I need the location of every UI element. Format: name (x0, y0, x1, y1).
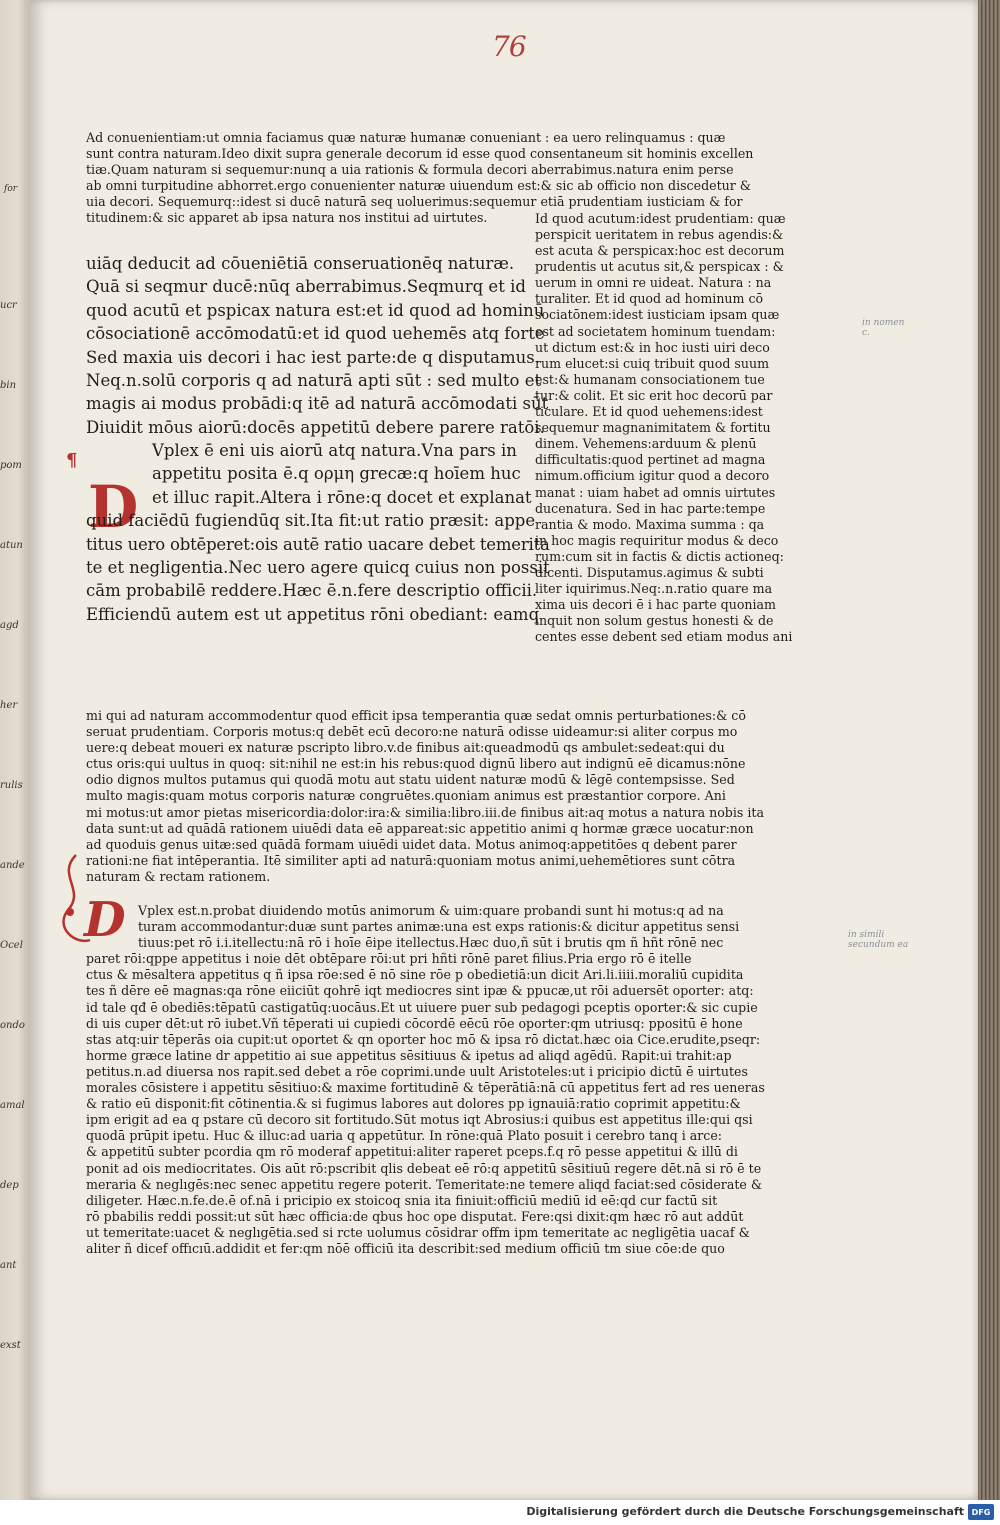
facing-page-fragment: ande (0, 860, 25, 871)
initial-letter-d: D (88, 473, 139, 541)
commentary-line-idquod: Id quod acutum:idest prudentiam: quæ (535, 210, 786, 226)
facing-page-fragment: amal (0, 1100, 25, 1111)
text-line: morales cōsistere i appetitu sēsitiuo:& maxime fortitudinē & tēperātiā:nā cū appetitus fert ad res ueneras (86, 1080, 765, 1096)
text-line: quid faciēdū fugiendūq sit.Ita fit:ut ratio præsit: appe (86, 511, 536, 531)
text-line: Ad conuenientiam:ut omnia faciamus quæ naturæ humanæ conueniant : ea uero relinquamus : quæ (86, 130, 726, 145)
main-text-column-1 (86, 252, 550, 439)
text-line: id tale qđ ē obediēs:tēpatū castigatūq:uocāus.Et ut uiuere puer sub pedagogi pceptis oporter:& sic cupie (86, 999, 758, 1015)
text-line: sociatōnem:idest iusticiam ipsam quæ (535, 307, 780, 323)
text-line: & ratio eū disponit:fit cōtinentia.& si fugimus labores aut dolores pp ignauiā:ratio coprimit appetitu:& (86, 1096, 741, 1112)
text-line: Sed maxia uis decori i hac iest parte:de q disputamus. (86, 347, 540, 367)
text-line: inquit non solum gestus honesti & de (535, 613, 774, 629)
margin-note-right: in simili secundum ea (848, 930, 909, 950)
text-line: manat : uiam habet ad omnis uirtutes (535, 484, 776, 500)
text-line: ut temeritate:uacet & neglıgētia.sed si rcte uolumus cōsidrar offm ipm temeritate ac negligētia uacaf & (86, 1224, 750, 1240)
text-line: Vplex est.n.probat diuidendo motūs animorum & uim:quare probandi sunt hi motus:q ad na (138, 903, 724, 918)
facing-page-fragment: rulis (0, 780, 23, 791)
text-line: ut dictum est:& in hoc iusti uiri deco (535, 339, 770, 355)
text-line: ab omni turpitudine abhorret.ergo conuenienter naturæ uiuendum est:& sic ab officio non discedetur & (86, 178, 751, 194)
text-line: tes ñ dēre eē magnas:qa rōne eiiciūt qohrē iqt mediocres sint ipæ & ppucæ,ut rōi aduersēt oporter: atq: (86, 983, 754, 999)
text-line: turaliter. Et id quod ad hominum cō (535, 291, 764, 307)
text-line: quodā prūpit ipetu. Huc & illuc:ad uaria q appetūtur. In rōne:quā Plato posuit i cerebro tanq i arce: (86, 1128, 723, 1144)
text-line: uerum in omni re uideat. Natura : na (535, 275, 772, 291)
text-line: rō pbabilis reddi possit:ut sūt hæc officia:de qbus hoc ope disputat. Fere:qsi dixit:qm hæc rō aut addūt (86, 1208, 744, 1224)
funding-notice: Digitalisierung gefördert durch die Deutsche Forschungsgemeinschaft (526, 1505, 964, 1518)
text-line: rantia & modo. Maxima summa : qa (535, 516, 765, 532)
text-line: naturam & rectam rationem. (86, 868, 271, 884)
text-line: meraria & neglıgēs:nec senec appetitu regere poterit. Temeritate:ne temere aliqd faciat:sed cōsiderate & (86, 1176, 763, 1192)
text-line: quod acutū et pspicax natura est:et id quod ad hominū (86, 300, 545, 320)
text-line: rum elucet:si cuiq tribuit quod suum (535, 355, 770, 371)
text-line: Efficiendū autem est ut appetitus rōni obediant: eamq (86, 604, 540, 624)
text-line: uiāq deducit ad cōueniētiā conseruationēq naturæ. (86, 254, 515, 273)
text-line: ctus & mēsaltera appetitus q ñ ipsa rōe:sed ē nō sine rōe p obedietiā:un dicit Ari.li.iiii.moraliū cupidita (86, 967, 744, 983)
text-line: centes esse debent sed etiam modus ani (535, 629, 793, 645)
text-line: et illuc rapit.Altera i rōne:q docet et explanat (152, 487, 532, 507)
manuscript-page (30, 0, 978, 1500)
commentary-block-bottom (86, 903, 876, 1257)
text-line: magis ai modus probādi:q itē ad naturā accōmodati sūt (86, 394, 549, 414)
facing-page-edge (0, 0, 32, 1500)
text-line: in hoc magis requiritur modus & deco (535, 532, 779, 548)
text-line: sunt contra naturam.Ideo dixit supra generale decorum id esse quod consentaneum sit hominis excellen (86, 146, 754, 162)
text-line: mi motus:ut amor pietas misericordia:dolor:ira:& similia:libro.iii.de finibus ait:aq motus a natura nobis ita (86, 804, 764, 820)
facing-page-fragment: ant (0, 1260, 17, 1271)
text-line: stas atq:uir tēperās oia cupit:ut oportet & qn oporter hoc mō & ipsa rō dictat.hæc oia Cice.erudite,pseqr: (86, 1031, 761, 1047)
text-line: aliter ñ dicef offıcıū.addidit et fer:qm nōē officiū ita describit:sed medium officiū tm siue cōe:de quo (86, 1240, 725, 1256)
margin-note-left: for (4, 184, 18, 194)
folio-number: 76 (492, 30, 526, 63)
text-line: mi qui ad naturam accommodentur quod efficit ipsa temperantia quæ sedat omnis perturbationes:& cō (86, 708, 746, 723)
text-line: data sunt:ut ad quādā rationem uiuēdi data eē appareat:sic appetitio animi q hormæ græce uocatur:non (86, 820, 754, 836)
text-line: horme græce latine dr appetitio ai sue appetitus sēsitiuus & ipetus ad aliqd agēdū. Rapit:ui trahit:ap (86, 1047, 732, 1063)
text-line: dinem. Vehemens:arduum & plenū (535, 436, 757, 452)
text-line: titus uero obtēperet:ois autē ratio uacare debet temerita (86, 534, 550, 554)
facing-page-fragment: agd (0, 620, 19, 631)
paragraph-mark: ¶ (66, 450, 78, 471)
facing-page-fragment: ondo (0, 1020, 25, 1031)
text-line: est ad societatem hominum tuendam: (535, 323, 776, 339)
text-line: dicenti. Disputamus.agimus & subti (535, 564, 764, 580)
text-line: prudentis ut acutus sit,& perspicax : & (535, 259, 784, 275)
text-line: sequemur magnanimitatem & fortitu (535, 420, 771, 436)
facing-page-fragment: her (0, 700, 18, 711)
text-line: ticulare. Et id quod uehemens:idest (535, 404, 763, 420)
facing-page-fragment: bin (0, 380, 17, 391)
text-line: Vplex ē eni uis aiorū atq natura.Vna pars in (152, 441, 517, 460)
text-line: appetitu posita ē.q ορμη grecæ:q hoīem huc (152, 464, 521, 484)
initial-letter-d-ornate: D (84, 892, 126, 948)
text-line: Quā si seqmur ducē:nūq aberrabimus.Seqmurq et id (86, 277, 526, 297)
text-line: ducenatura. Sed in hac parte:tempe (535, 500, 766, 516)
text-line: turam accommodantur:duæ sunt partes animæ:una est exps rationis:& dicitur appetitus sensi (138, 919, 740, 935)
text-line: est:& humanam consociationem tue (535, 371, 765, 387)
text-line: diligeter. Hæc.n.fe.de.ē of.nā i pricipio ex stoicoq snia ita finiuit:officiū mediū id eē:qd cur factū sit (86, 1192, 718, 1208)
text-line: ad quoduis genus uitæ:sed quādā formam uiuēdi uidet data. Motus animoq:appetitōes q debent parer (86, 836, 737, 852)
footer-bar (0, 1500, 1000, 1525)
text-line: seruat prudentiam. Corporis motus:q debēt ecū decoro:ne naturā odisse uideamur:si aliter corpus mo (86, 724, 738, 740)
text-line: difficultatis:quod pertinet ad magna (535, 452, 766, 468)
margin-note-right: in nomen c. (862, 318, 905, 338)
text-line: Neq.n.solū corporis q ad naturā apti sūt : sed multo et (86, 371, 542, 391)
text-line: titudinem:& sic apparet ab ipsa natura nos institui ad uirtutes. (86, 210, 488, 226)
text-line: ponit ad ois mediocritates. Ois aūt rō:pscribit qlis debeat eē rō:q appetitū sēsitiuū regere dēt.nā si rō ē te (86, 1160, 762, 1176)
text-line: uere:q debeat moueri ex naturæ pscripto libro.v.de finibus ait:queadmodū qs ambulet:sedeat:qui du (86, 740, 725, 756)
facing-page-fragment: pom (0, 460, 22, 471)
text-line: & appetitū subter pcordia qm rō moderaf appetitui:aliter raperet pceps.f.q rō pesse appetitui & illū di (86, 1144, 738, 1160)
text-line: tur:& colit. Et sic erit hoc decorū par (535, 387, 773, 403)
text-line: di uis cuper dēt:ut rō iubet.Vñ tēperati ui cupiedi cōcordē eēcū rōe oporter:qm utriusq: ppositū ē hone (86, 1015, 743, 1031)
text-line: ctus oris:qui uultus in quoq: sit:nihil ne est:in his rebus:quod dignū libero aut indignū eē dicamus:nōne (86, 756, 746, 772)
facing-page-fragment: dep (0, 1180, 19, 1191)
text-line: nimum.officium igitur quod a decoro (535, 468, 770, 484)
text-line: perspicit ueritatem in rebus agendis:& (535, 227, 784, 242)
text-line: est acuta & perspicax:hoc est decorum (535, 243, 785, 259)
facing-page-fragment: atun (0, 540, 23, 551)
text-line: te et negligentia.Nec uero agere quicq cuius non possit (86, 558, 550, 578)
commentary-right-column (535, 227, 835, 645)
facing-page-fragment: ucr (0, 300, 17, 311)
text-line: cām probabilē reddere.Hæc ē.n.fere descriptio officii. (86, 581, 538, 601)
text-line: Diuidit mōus aiorū:docēs appetitū debere parere ratōi. (86, 417, 545, 437)
facing-page-fragment: Ocel (0, 940, 23, 951)
text-line: petitus.n.ad diuersa nos rapit.sed debet a rōe coprimi.unde uult Aristoteles:ut i pricipio dictū ē uirtutes (86, 1063, 748, 1079)
dfg-logo-icon: DFG (968, 1504, 994, 1520)
text-line: rum:cum sit in factis & dictis actioneq: (535, 548, 784, 564)
text-line: tiæ.Quam naturam si sequemur:nunq a uia rationis & formula decori aberrabimus.natura enim perse (86, 162, 734, 178)
page-stack-edge (978, 0, 1000, 1500)
main-text-column-2 (86, 439, 550, 626)
text-line: odio dignos multos putamus qui quodā motu aut statu uident naturæ modū & lēgē contempsisse. Sed (86, 772, 735, 788)
text-line: rationi:ne fiat intēperantia. Itē similiter apti ad naturā:quoniam motus animi,uehemētiores sunt cōtra (86, 852, 736, 868)
text-line: multo magis:quam motus corporis naturæ congruētes.quoniam animus est præstantior corpore. Ani (86, 788, 726, 804)
text-line: liter iquirimus.Neq:.n.ratio quare ma (535, 581, 773, 597)
text-line: xima uis decori ē i hac parte quoniam (535, 597, 777, 613)
text-line: uia decori. Sequemurq::idest si ducē naturā seq uoluerimus:sequemur etiā prudentiam iusticiam & for (86, 194, 743, 210)
text-line: cōsociationē accōmodatū:et id quod uehemēs atq forte (86, 324, 545, 344)
text-line: paret rōi:qppe appetitus i noie dēt obtēpare rōi:ut pri hñti rōnē paret filius.Pria ergo rō ē itelle (86, 951, 692, 967)
facing-page-fragment: exst (0, 1340, 21, 1351)
commentary-block-middle (86, 708, 876, 885)
text-line: tiuus:pet rō i.i.itellectu:nā rō i hoīe ēipe itellectus.Hæc duo,ñ sūt i brutis qm ñ hñt rōnē nec (138, 935, 724, 951)
text-line: ipm erigit ad ea q pstare cū decoro sit fortitudo.Sūt motus iqt Abrosius:i quibus est appetitus ille:qui qsi (86, 1112, 753, 1128)
